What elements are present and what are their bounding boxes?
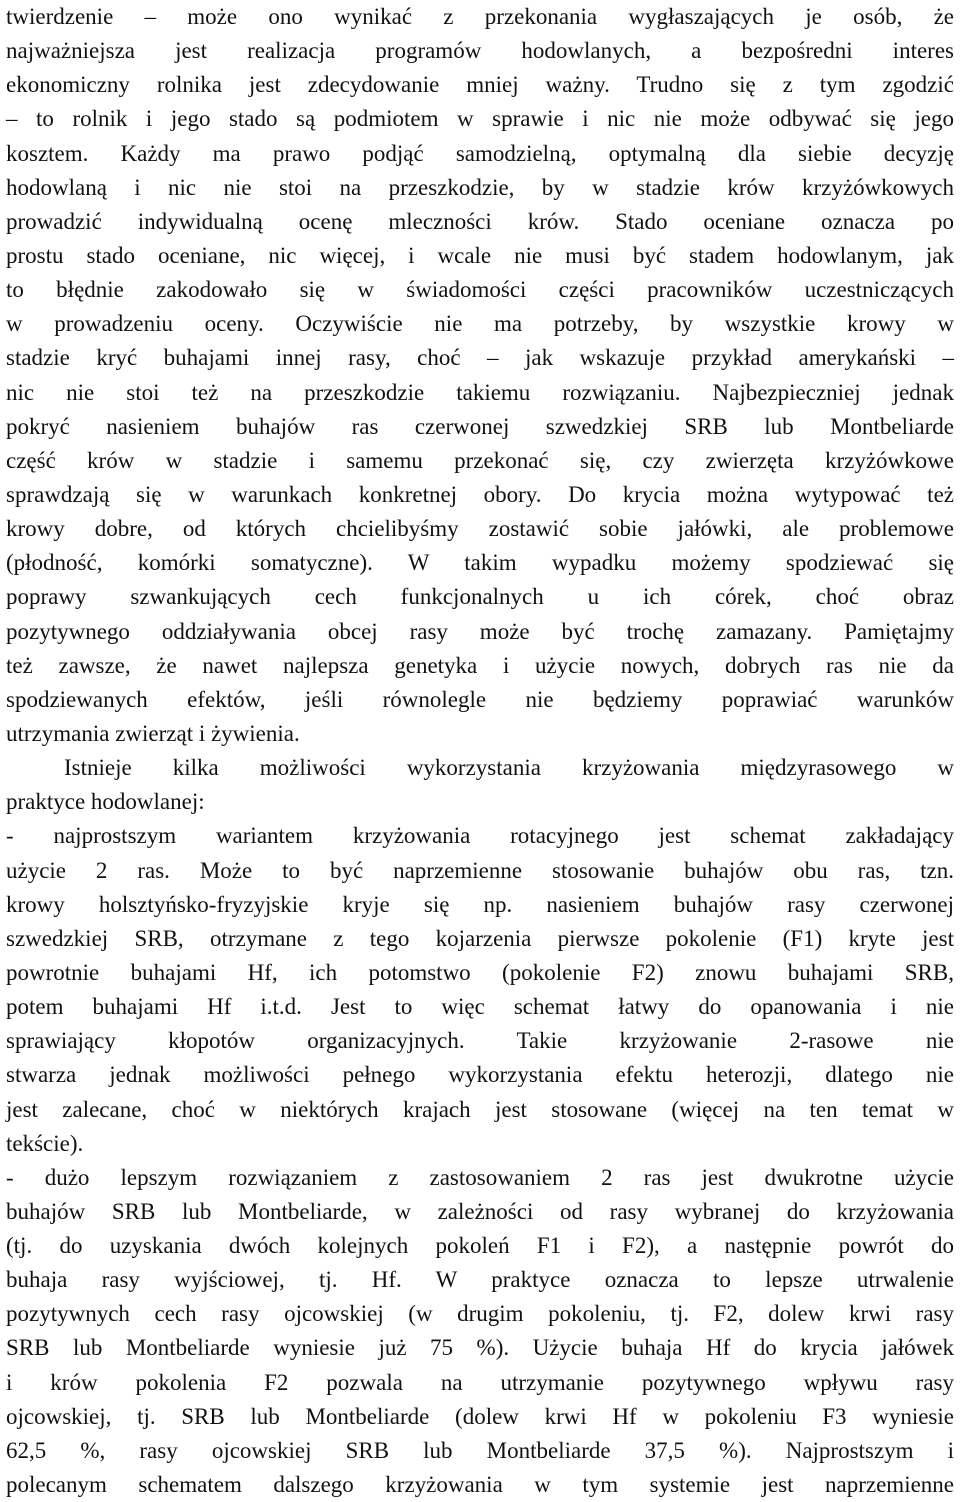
text-line: stwarza jednak możliwości pełnego wykorzystania efektu heterozji, dlatego nie [6, 1062, 954, 1088]
text-line: ojcowskiej, tj. SRB lub Montbeliarde (dolew krwi Hf w pokoleniu F3 wyniesie [6, 1403, 954, 1429]
text-line: spodziewanych efektów, jeśli równolegle nie będziemy poprawiać warunków [6, 686, 954, 712]
text-line: prowadzić indywidualną ocenę mleczności krów. Stado oceniane oznacza po [6, 208, 954, 234]
text-line: (tj. do uzyskania dwóch kolejnych pokoleń F1 i F2), a następnie powrót do [6, 1233, 954, 1259]
text-line: SRB lub Montbeliarde wyniesie już 75 %). Użycie buhaja Hf do krycia jałówek [6, 1335, 954, 1361]
text-line: krowy dobre, od których chcielibyśmy zostawić sobie jałówki, ale problemowe [6, 516, 954, 542]
text-line: kosztem. Każdy ma prawo podjąć samodzielną, optymalną dla siebie decyzję [6, 140, 954, 166]
text-line: prostu stado oceniane, nic więcej, i wcale nie musi być stadem hodowlanym, jak [6, 242, 954, 268]
text-line: polecanym schematem dalszego krzyżowania w tym systemie jest naprzemienne [6, 1472, 954, 1498]
text-line: użycie 2 ras. Może to być naprzemienne stosowanie buhajów obu ras, tzn. [6, 857, 954, 883]
text-line: hodowlaną i nic nie stoi na przeszkodzie, by w stadzie krów krzyżówkowych [6, 174, 954, 200]
text-line: twierdzenie – może ono wynikać z przekonania wygłaszających je osób, że [6, 4, 954, 29]
text-line: - najprostszym wariantem krzyżowania rotacyjnego jest schemat zakładający [6, 823, 954, 849]
text-line: utrzymania zwierząt i żywienia. [6, 720, 300, 746]
text-line: nic nie stoi też na przeszkodzie takiemu rozwiązaniu. Najbezpieczniej jednak [6, 379, 954, 405]
text-line: praktyce hodowlanej: [6, 789, 205, 815]
text-line: pozytywnego oddziaływania obcej rasy może być trochę zamazany. Pamiętajmy [6, 618, 954, 644]
text-line: 62,5 %, rasy ojcowskiej SRB lub Montbeliarde 37,5 %). Najprostszym i [6, 1437, 954, 1463]
document-page [6, 0, 954, 1502]
text-line: sprawdzają się w warunkach konkretnej obory. Do krycia można wytypować też [6, 481, 954, 507]
text-line: poprawy szwankujących cech funkcjonalnych u ich córek, choć obraz [6, 584, 954, 610]
paragraph [6, 1161, 954, 1502]
text-line: w prowadzeniu oceny. Oczywiście nie ma potrzeby, by wszystkie krowy w [6, 311, 954, 337]
text-line: buhaja rasy wyjściowej, tj. Hf. W praktyce oznacza to lepsze utrwalenie [6, 1267, 954, 1293]
text-line: stadzie kryć buhajami innej rasy, choć – jak wskazuje przykład amerykański – [6, 345, 954, 371]
text-line: pokryć nasieniem buhajów ras czerwonej szwedzkiej SRB lub Montbeliarde [6, 413, 954, 439]
text-line: Istnieje kilka możliwości wykorzystania krzyżowania międzyrasowego w [64, 755, 954, 781]
paragraph [6, 0, 954, 751]
text-line: tekście). [6, 1130, 84, 1156]
text-line: sprawiający kłopotów organizacyjnych. Takie krzyżowanie 2-rasowe nie [6, 1028, 954, 1054]
text-line: buhajów SRB lub Montbeliarde, w zależności od rasy wybranej do krzyżowania [6, 1198, 954, 1224]
text-line: potem buhajami Hf i.t.d. Jest to więc schemat łatwy do opanowania i nie [6, 994, 954, 1020]
text-line: najważniejsza jest realizacja programów hodowlanych, a bezpośredni interes [6, 38, 954, 64]
text-line: krowy holsztyńsko-fryzyjskie kryje się np. nasieniem buhajów rasy czerwonej [6, 891, 954, 917]
text-line: – to rolnik i jego stado są podmiotem w sprawie i nic nie może odbywać się jego [6, 106, 954, 132]
text-line: powrotnie buhajami Hf, ich potomstwo (pokolenie F2) znowu buhajami SRB, [6, 959, 954, 985]
paragraph [6, 751, 954, 819]
paragraph [6, 819, 954, 1160]
text-line: ekonomiczny rolnika jest zdecydowanie mniej ważny. Trudno się z tym zgodzić [6, 72, 954, 98]
text-line: jest zalecane, choć w niektórych krajach jest stosowane (więcej na ten temat w [6, 1096, 954, 1122]
text-line: (płodność, komórki somatyczne). W takim wypadku możemy spodziewać się [6, 550, 954, 576]
text-line: i krów pokolenia F2 pozwala na utrzymanie pozytywnego wpływu rasy [6, 1369, 954, 1395]
text-line: pozytywnych cech rasy ojcowskiej (w drugim pokoleniu, tj. F2, dolew krwi rasy [6, 1301, 954, 1327]
text-line: też zawsze, że nawet najlepsza genetyka i użycie nowych, dobrych ras nie da [6, 652, 954, 678]
text-line: - dużo lepszym rozwiązaniem z zastosowaniem 2 ras jest dwukrotne użycie [6, 1164, 954, 1190]
text-line: to błędnie zakodowało się w świadomości części pracowników uczestniczących [6, 277, 954, 303]
text-line: część krów w stadzie i samemu przekonać się, czy zwierzęta krzyżówkowe [6, 447, 954, 473]
text-line: szwedzkiej SRB, otrzymane z tego kojarzenia pierwsze pokolenie (F1) kryte jest [6, 925, 954, 951]
